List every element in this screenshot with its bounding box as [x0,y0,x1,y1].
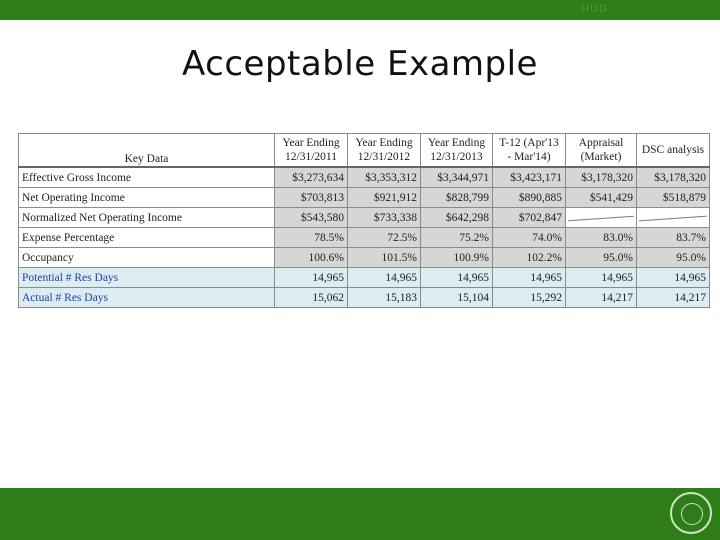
table-cell: $3,178,320 [637,167,710,188]
table-cell: $828,799 [421,188,493,208]
table-cell: 100.9% [421,248,493,268]
table-cell: 15,292 [493,288,566,308]
table-cell: 101.5% [348,248,421,268]
column-header: Year Ending 12/31/2011 [275,134,348,168]
table-cell: 14,965 [637,268,710,288]
row-label: Effective Gross Income [19,167,275,188]
table-cell: 14,217 [566,288,637,308]
table-cell: 72.5% [348,228,421,248]
table-cell: 100.6% [275,248,348,268]
table-cell: $3,353,312 [348,167,421,188]
table-cell: $518,879 [637,188,710,208]
table-cell: $3,178,320 [566,167,637,188]
table-cell: 83.7% [637,228,710,248]
row-label: Normalized Net Operating Income [19,208,275,228]
table-cell: $702,847 [493,208,566,228]
table-cell: 14,965 [421,268,493,288]
table-cell: $3,344,971 [421,167,493,188]
table-row [19,208,710,228]
key-data-table [18,133,710,308]
table-cell: 14,965 [275,268,348,288]
table-cell: $921,912 [348,188,421,208]
table-cell: 15,062 [275,288,348,308]
table-row [19,188,710,208]
table-cell: 15,183 [348,288,421,308]
bottom-banner [0,488,720,540]
table-cell: $3,423,171 [493,167,566,188]
table-row [19,268,710,288]
table-cell: $642,298 [421,208,493,228]
slide-title: Acceptable Example [182,44,538,84]
table-cell: $703,813 [275,188,348,208]
row-label: Expense Percentage [19,228,275,248]
table-cell: 95.0% [637,248,710,268]
table-cell: 15,104 [421,288,493,308]
table-row [19,167,710,188]
column-header: DSC analysis [637,134,710,168]
hud-seal-icon [670,492,712,534]
table-header-row [19,134,710,168]
table-cell: $3,273,634 [275,167,348,188]
column-header: Key Data [19,134,275,168]
table-row [19,228,710,248]
top-banner [0,0,720,20]
row-label: Net Operating Income [19,188,275,208]
table-cell: 74.0% [493,228,566,248]
hud-logo-text: HUD [581,3,608,15]
table-cell: $733,338 [348,208,421,228]
table-cell: 14,217 [637,288,710,308]
table-cell: 102.2% [493,248,566,268]
row-label: Potential # Res Days [19,268,275,288]
table-cell: $543,580 [275,208,348,228]
table-row [19,288,710,308]
table-cell: 14,965 [348,268,421,288]
table-cell: $541,429 [566,188,637,208]
table-cell: 78.5% [275,228,348,248]
table-row [19,248,710,268]
column-header: T-12 (Apr'13 - Mar'14) [493,134,566,168]
table-cell: 83.0% [566,228,637,248]
table-cell: $890,885 [493,188,566,208]
table-cell-empty [637,208,710,228]
row-label: Occupancy [19,248,275,268]
column-header: Year Ending 12/31/2013 [421,134,493,168]
table-cell: 75.2% [421,228,493,248]
table-cell: 14,965 [566,268,637,288]
table-cell: 95.0% [566,248,637,268]
row-label: Actual # Res Days [19,288,275,308]
column-header: Appraisal (Market) [566,134,637,168]
table-cell-empty [566,208,637,228]
column-header: Year Ending 12/31/2012 [348,134,421,168]
table-cell: 14,965 [493,268,566,288]
